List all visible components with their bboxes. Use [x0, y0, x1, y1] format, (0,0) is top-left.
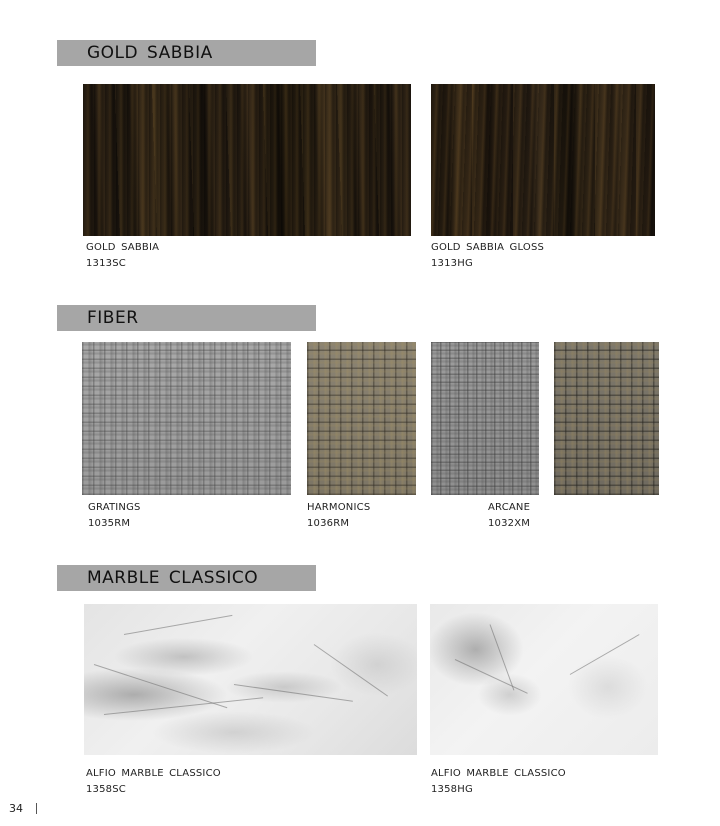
label-alfio-marble-hg — [431, 766, 566, 798]
marble-vein — [94, 664, 227, 708]
product-name: ALFIO MARBLE CLASSICO — [431, 768, 566, 779]
footer-divider — [36, 803, 37, 814]
marble-vein — [314, 644, 388, 696]
swatch-alfio-marble-classico-sc — [84, 604, 417, 755]
product-name: ARCANE — [488, 502, 531, 513]
product-code: 1032XM — [488, 518, 531, 529]
section-header-marble-classico — [57, 565, 316, 591]
product-code: 1313SC — [86, 258, 126, 269]
product-name: GRATINGS — [88, 502, 141, 513]
product-code: 1036RM — [307, 518, 350, 529]
product-name: GOLD SABBIA GLOSS — [431, 242, 545, 253]
product-name: HARMONICS — [307, 502, 371, 513]
product-name: GOLD SABBIA — [86, 242, 160, 253]
swatch-harmonics — [307, 342, 416, 495]
swatch-gold-sabbia-gloss — [431, 84, 655, 236]
product-code: 1313HG — [431, 258, 473, 269]
label-gratings — [88, 500, 141, 532]
label-gold-sabbia — [86, 240, 159, 272]
label-arcane — [488, 500, 530, 532]
swatch-alfio-marble-classico-hg — [430, 604, 658, 755]
marble-vein — [104, 697, 263, 715]
swatch-arcane — [431, 342, 539, 495]
label-alfio-marble-sc — [86, 766, 221, 798]
product-name: ALFIO MARBLE CLASSICO — [86, 768, 221, 779]
section-title: FIBER — [87, 308, 139, 328]
marble-vein — [570, 634, 640, 675]
label-gold-sabbia-gloss — [431, 240, 544, 272]
product-code: 1035RM — [88, 518, 131, 529]
product-code: 1358HG — [431, 784, 473, 795]
product-code: 1358SC — [86, 784, 126, 795]
swatch-gratings — [82, 342, 291, 495]
marble-vein — [124, 615, 233, 635]
section-title: GOLD SABBIA — [87, 43, 213, 63]
section-header-fiber — [57, 305, 316, 331]
page-number: 34 — [9, 802, 23, 815]
swatch-gold-sabbia — [83, 84, 411, 236]
section-header-gold-sabbia — [57, 40, 316, 66]
label-harmonics — [307, 500, 370, 532]
marble-vein — [455, 659, 528, 694]
swatch-fiber-extra — [554, 342, 659, 495]
section-title: MARBLE CLASSICO — [87, 568, 259, 588]
